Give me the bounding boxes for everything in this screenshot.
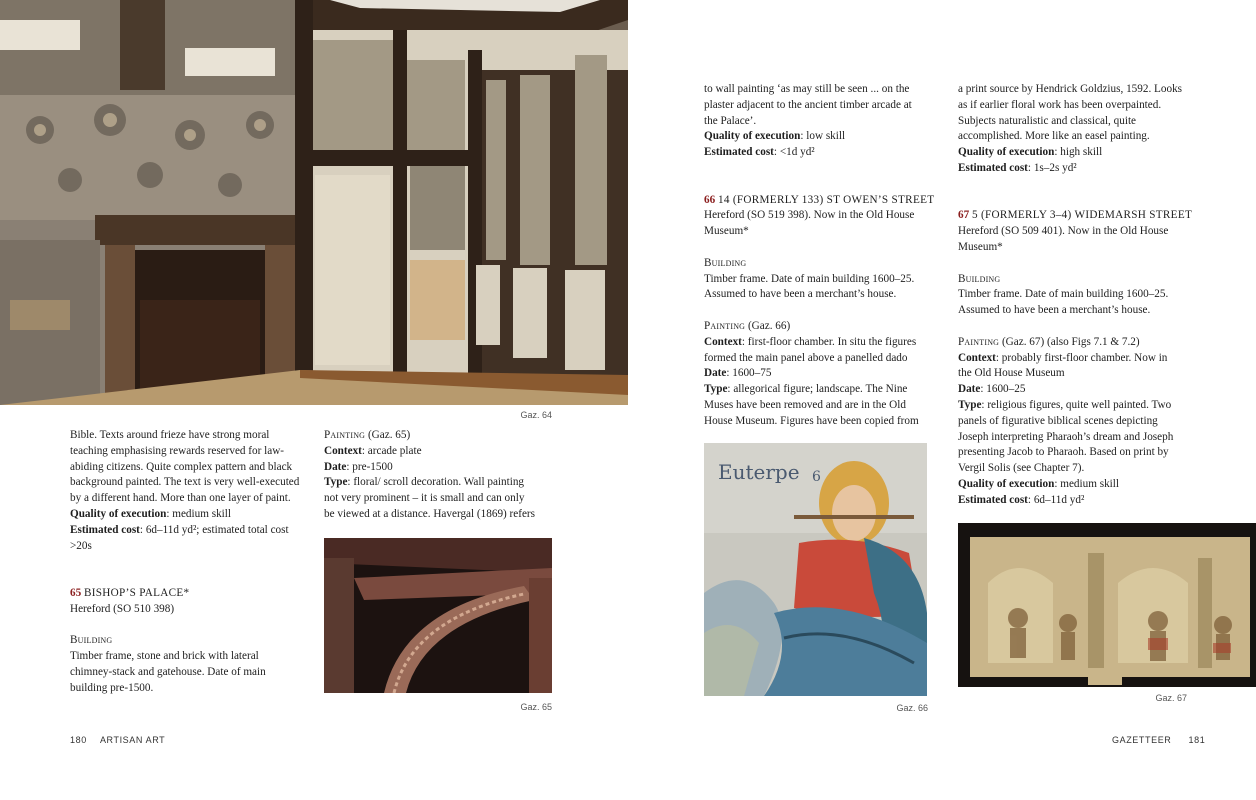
date-value: : 1600–75 [726,367,772,380]
text-line: to wall painting ‘as may still be seen ... on the [704,83,910,95]
entry-location: Hereford (SO 510 398) [70,602,175,615]
quality-line [70,507,310,523]
entry-number: 67 [958,209,970,222]
entry-67-heading [958,208,1198,224]
context-label: Context [324,444,362,457]
text-line: Subjects naturalistic and classical, quite [958,114,1137,127]
text-line: teaching emphasising rewards reserved for law- [70,444,285,457]
text-line: by a different hand. More than one layer of paint. [70,492,291,505]
entry-title: 5 (FORMERLY 3–4) WIDEMARSH STREET [971,209,1193,222]
cost-value: : 6d–11d yd²; estimated total cost [139,523,289,536]
text-line: Bible. Texts around frieze have strong moral [70,429,270,441]
inscription-number: 6 [812,469,821,485]
entry-number: 65 [70,586,82,599]
entry-location: Hereford (SO 519 398). Now in the Old House [704,209,915,222]
context-value: : first-floor chamber. In situ the figures [741,335,917,348]
right-column-1 [704,82,944,430]
text-line: Timber frame. Date of main building 1600–25. [958,288,1169,301]
painting-heading-line [324,428,564,444]
type-label: Type [704,383,728,396]
painting-ref: (Gaz. 65) [365,429,411,441]
type-line [324,475,564,491]
left-column-1 [70,428,310,697]
gaz64-caption: Gaz. 64 [520,410,552,420]
cost-value: : 1s–2s yd² [1027,161,1077,174]
gaz64-photo [0,0,628,405]
text-line: the Palace’. [704,114,757,127]
gaz65-photo [324,538,552,693]
gaz65-caption: Gaz. 65 [520,702,552,712]
entry-65-heading [70,586,310,602]
painting-ref: (Gaz. 67) (also Figs 7.1 & 7.2) [999,335,1140,348]
context-value: : probably first-floor chamber. Now in [995,351,1168,364]
text-line: the Old House Museum [958,367,1065,380]
date-line [958,382,1198,398]
date-label: Date [704,367,727,380]
gaz66-caption: Gaz. 66 [896,703,928,713]
cost-line-2: >20s [70,539,92,552]
text-line: chimney-stack and gatehouse. Date of main [70,665,266,678]
entry-location: Museum* [958,240,1003,253]
cost-label: Estimated cost [958,493,1028,506]
type-value: : floral/ scroll decoration. Wall painting [347,476,525,489]
cost-line [958,161,1198,177]
painting-heading: Painting [704,319,746,332]
text-line: Assumed to have been a merchant’s house. [958,304,1151,317]
quality-value: : medium skill [166,507,231,520]
quality-line [704,129,944,145]
left-column-2 [324,428,564,523]
painting-heading-line [958,335,1198,351]
type-label: Type [324,476,348,489]
type-value: : allegorical figure; landscape. The Nine [727,383,908,396]
quality-value: : high skill [1054,146,1103,159]
type-line [704,382,944,398]
quality-line [958,477,1198,493]
text-line: background painted. The text is very well-executed [70,476,300,489]
painting-heading-line [704,319,944,335]
text-line: Assumed to have been a merchant’s house. [704,288,897,301]
page-number: 181 [1188,735,1206,745]
type-line [958,398,1198,414]
text-line: presenting Jacob to Pharaoh. Based on print by [958,446,1169,459]
running-head: GAZETTEER [1112,735,1172,745]
context-line [324,444,564,460]
text-line: Timber frame. Date of main building 1600–25. [704,272,915,285]
quality-value: : low skill [800,130,846,143]
quality-label: Quality of execution [958,477,1055,490]
quality-value: : medium skill [1054,477,1119,490]
text-line: formed the main panel above a panelled dado [704,351,908,364]
cost-line [958,493,1198,509]
date-value: : pre-1500 [346,460,393,473]
cost-value: : 6d–11d yd² [1027,493,1085,506]
type-label: Type [958,398,982,411]
entry-title: 14 (FORMERLY 133) ST OWEN’S STREET [717,193,935,206]
running-head: ARTISAN ART [99,735,166,745]
painting-heading: Painting [958,335,1000,348]
text-line: plaster adjacent to the ancient timber arcade at [704,98,912,111]
text-line: panels of figurative biblical scenes depicting [958,414,1158,427]
cost-label: Estimated cost [958,161,1028,174]
date-line [324,460,564,476]
painting-ref: (Gaz. 66) [745,319,791,332]
entry-number: 66 [704,193,716,206]
date-line [704,366,944,382]
text-line: as if earlier floral work has been overpainted. [958,98,1162,111]
text-line: Timber frame, stone and brick with lateral [70,650,259,663]
entry-location: Museum* [704,225,749,238]
text-line: accomplished. More like an easel painting. [958,130,1150,143]
building-heading: Building [704,256,747,269]
quality-label: Quality of execution [958,146,1055,159]
quality-label: Quality of execution [70,507,167,520]
painting-heading: Painting [324,429,366,441]
entry-title: BISHOP’S PALACE* [83,586,190,599]
left-folio [70,733,165,749]
context-label: Context [958,351,996,364]
text-line: not very prominent – it is small and can only [324,492,525,505]
right-folio [1112,733,1205,749]
text-line: House Museum. Figures have been copied from [704,414,919,427]
building-heading: Building [958,272,1001,285]
text-line: a print source by Hendrick Goldzius, 1592. Looks [958,83,1183,95]
right-column-2 [958,82,1198,509]
inscription-text: Euterpe [718,460,800,484]
context-value: : arcade plate [361,444,422,457]
text-line: abiding citizens. Quite complex pattern and black [70,460,293,473]
cost-label: Estimated cost [70,523,140,536]
context-line [704,335,944,351]
date-label: Date [324,460,347,473]
building-heading: Building [70,634,113,647]
gaz67-photo [958,523,1256,687]
gaz67-caption: Gaz. 67 [1155,693,1187,703]
gaz66-photo [704,443,927,696]
context-line [958,351,1198,367]
cost-line [704,145,944,161]
text-line: be viewed at a distance. Havergal (1869) refers [324,507,536,520]
text-line: Muses have been removed and are in the Old [704,398,906,411]
text-line: Joseph interpreting Pharaoh’s dream and Joseph [958,430,1174,443]
entry-66-heading [704,193,944,209]
type-value: : religious figures, quite well painted. Two [981,398,1172,411]
text-line: Vergil Solis (see Chapter 7). [958,462,1085,475]
cost-line [70,523,310,539]
cost-value: : <1d yd² [773,146,815,159]
date-value: : 1600–25 [980,383,1026,396]
context-label: Context [704,335,742,348]
text-line: building pre-1500. [70,681,154,694]
quality-label: Quality of execution [704,130,801,143]
cost-label: Estimated cost [704,146,774,159]
quality-line [958,145,1198,161]
date-label: Date [958,383,981,396]
page-number: 180 [70,735,87,745]
entry-location: Hereford (SO 509 401). Now in the Old House [958,225,1169,238]
